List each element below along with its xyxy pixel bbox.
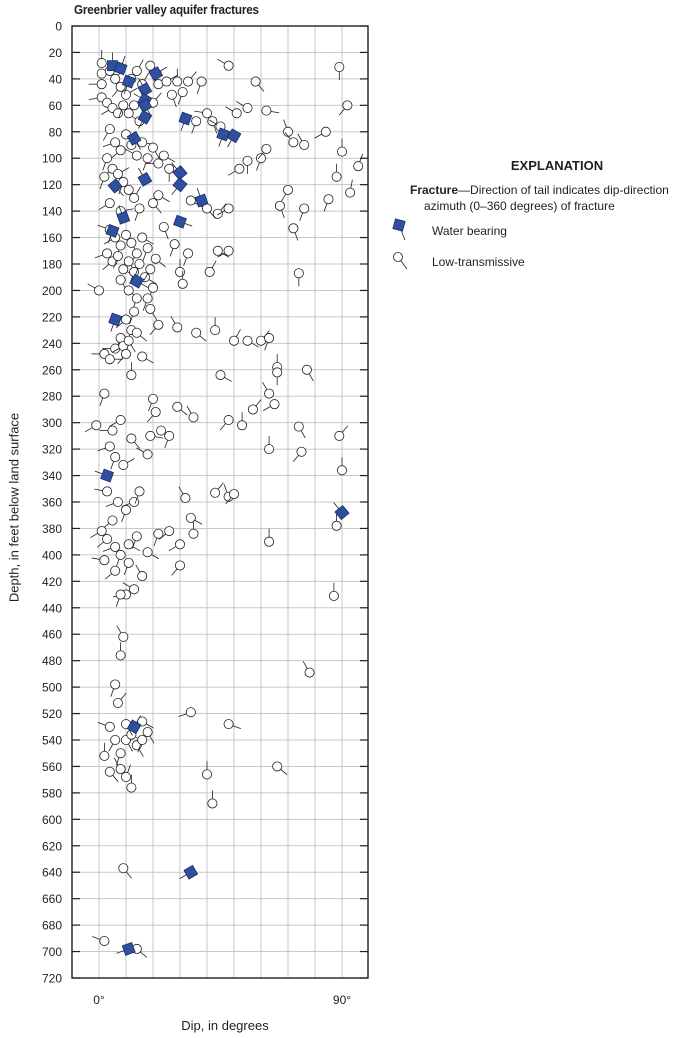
low-transmissive-point	[300, 204, 309, 221]
water-bearing-point	[109, 313, 122, 332]
low-transmissive-point	[116, 550, 125, 567]
water-bearing-point	[116, 943, 135, 956]
low-transmissive-point	[179, 708, 196, 717]
legend-item-water-bearing: Water bearing	[392, 218, 692, 245]
y-tick-label: 500	[41, 680, 62, 695]
low-transmissive-point	[146, 304, 157, 320]
low-transmissive-point	[298, 134, 309, 150]
y-tick-label: 380	[41, 521, 62, 536]
y-tick-label: 420	[41, 574, 62, 589]
low-transmissive-point	[225, 107, 241, 118]
low-transmissive-point	[184, 249, 193, 266]
low-transmissive-point	[294, 269, 303, 287]
low-transmissive-point	[100, 743, 109, 761]
x-tick-label: 0°	[93, 993, 105, 1007]
y-tick-label: 40	[48, 72, 62, 87]
y-tick-label: 260	[41, 363, 62, 378]
low-transmissive-point	[315, 127, 331, 138]
y-tick-label: 700	[41, 945, 62, 960]
low-transmissive-point	[354, 154, 363, 171]
low-transmissive-point	[169, 540, 185, 551]
low-transmissive-point	[119, 458, 135, 469]
low-transmissive-point	[136, 565, 147, 581]
low-transmissive-point	[114, 758, 125, 774]
low-transmissive-point	[197, 77, 206, 94]
low-transmissive-point	[339, 101, 352, 116]
y-tick-label: 300	[41, 416, 62, 431]
low-transmissive-point	[99, 199, 115, 210]
low-transmissive-point	[208, 117, 217, 134]
low-transmissive-point	[89, 80, 107, 89]
y-tick-label: 100	[41, 151, 62, 166]
y-tick-label: 660	[41, 892, 62, 907]
low-transmissive-point	[109, 415, 125, 426]
low-transmissive-point	[275, 201, 284, 218]
low-transmissive-point	[337, 457, 346, 475]
low-transmissive-point	[265, 436, 274, 454]
low-transmissive-point	[143, 548, 159, 559]
y-tick-label: 20	[48, 45, 62, 60]
low-transmissive-point	[100, 172, 109, 189]
y-tick-label: 220	[41, 310, 62, 325]
low-transmissive-point	[165, 431, 174, 448]
y-tick-label: 80	[48, 125, 62, 140]
low-transmissive-point	[111, 452, 120, 469]
low-transmissive-point	[132, 60, 143, 76]
low-transmissive-point	[302, 365, 313, 381]
low-transmissive-point	[346, 180, 355, 197]
water-bearing-point	[114, 56, 127, 75]
y-tick-label: 240	[41, 336, 62, 351]
low-transmissive-point	[105, 355, 123, 364]
low-transmissive-point	[189, 521, 198, 539]
x-axis-label: Dip, in degrees	[181, 1018, 269, 1033]
low-transmissive-point	[178, 88, 187, 105]
y-tick-label: 480	[41, 654, 62, 669]
low-transmissive-point	[135, 204, 144, 221]
low-transmissive-point	[332, 164, 341, 182]
low-transmissive-point	[138, 735, 147, 752]
y-tick-label: 140	[41, 204, 62, 219]
low-transmissive-point	[175, 259, 184, 277]
water-bearing-point	[138, 168, 152, 186]
low-transmissive-point	[159, 222, 168, 239]
low-transmissive-point	[273, 368, 282, 386]
water-bearing-point	[174, 215, 193, 228]
y-tick-label: 60	[48, 98, 62, 113]
low-transmissive-point	[119, 864, 132, 879]
y-tick-label: 120	[41, 178, 62, 193]
low-transmissive-point	[262, 106, 279, 115]
low-transmissive-point	[273, 762, 288, 775]
y-tick-label: 160	[41, 231, 62, 246]
legend-description: Fracture—Direction of tail indicates dip-direction azimuth (0–360 degrees) of fracture	[410, 183, 669, 213]
low-transmissive-point	[243, 156, 252, 174]
low-transmissive-point	[170, 240, 179, 257]
y-tick-label: 720	[41, 971, 62, 986]
y-tick-label: 620	[41, 839, 62, 854]
low-transmissive-point	[143, 154, 152, 171]
low-transmissive-point	[172, 561, 185, 576]
low-transmissive-point	[111, 680, 120, 697]
low-transmissive-circle-icon	[392, 249, 422, 279]
y-tick-label: 640	[41, 865, 62, 880]
y-axis-label: Depth, in feet below land surface	[6, 412, 22, 603]
low-transmissive-point	[217, 59, 233, 70]
low-transmissive-point	[192, 328, 207, 341]
low-transmissive-point	[248, 399, 261, 414]
low-transmissive-point	[165, 164, 174, 182]
low-transmissive-point	[100, 389, 109, 406]
low-transmissive-point	[211, 483, 224, 498]
low-transmissive-point	[265, 529, 274, 547]
water-bearing-point	[172, 178, 187, 195]
y-tick-label: 460	[41, 627, 62, 642]
low-transmissive-point	[127, 362, 136, 380]
y-tick-label: 580	[41, 786, 62, 801]
legend-item-low-transmissive: Low-transmissive	[392, 249, 692, 276]
y-tick-label: 600	[41, 812, 62, 827]
legend-heading: EXPLANATION	[510, 158, 604, 173]
low-transmissive-point	[111, 146, 126, 159]
y-tick-label: 520	[41, 707, 62, 722]
low-transmissive-point	[118, 349, 131, 364]
low-transmissive-point	[167, 90, 176, 107]
low-transmissive-point	[138, 352, 154, 363]
y-tick-label: 560	[41, 759, 62, 774]
low-transmissive-point	[92, 556, 109, 565]
low-transmissive-point	[116, 749, 125, 766]
y-tick-label: 400	[41, 548, 62, 563]
low-transmissive-point	[294, 422, 305, 438]
water-bearing-point	[179, 112, 192, 131]
low-transmissive-point	[132, 532, 141, 549]
low-transmissive-point	[187, 406, 198, 422]
low-transmissive-point	[138, 233, 154, 244]
legend	[392, 158, 692, 276]
low-transmissive-point	[127, 434, 140, 449]
y-tick-label: 680	[41, 918, 62, 933]
low-transmissive-point	[100, 426, 118, 435]
low-transmissive-point	[228, 164, 244, 175]
low-transmissive-point	[132, 328, 147, 341]
low-transmissive-point	[154, 529, 163, 546]
y-tick-label: 200	[41, 283, 62, 298]
low-transmissive-point	[116, 590, 125, 607]
low-transmissive-point	[238, 412, 247, 430]
axis-ticks	[42, 20, 368, 1008]
y-tick-label: 360	[41, 495, 62, 510]
low-transmissive-point	[303, 661, 314, 677]
low-transmissive-point	[103, 516, 118, 529]
low-transmissive-point	[192, 117, 201, 134]
low-transmissive-point	[179, 487, 190, 503]
low-transmissive-point	[95, 249, 112, 258]
low-transmissive-point	[98, 722, 115, 731]
y-tick-label: 280	[41, 389, 62, 404]
y-tick-label: 540	[41, 733, 62, 748]
y-tick-label: 320	[41, 442, 62, 457]
low-transmissive-point	[124, 558, 133, 575]
y-tick-label: 180	[41, 257, 62, 272]
low-transmissive-point	[282, 185, 293, 201]
low-transmissive-point	[140, 273, 156, 284]
low-transmissive-point	[186, 513, 202, 524]
low-transmissive-point	[113, 693, 126, 708]
low-transmissive-point	[135, 487, 144, 504]
low-transmissive-point	[92, 936, 109, 945]
low-transmissive-point	[216, 370, 232, 381]
water-bearing-square-icon	[392, 218, 422, 248]
low-transmissive-point	[150, 320, 163, 335]
low-transmissive-point	[324, 195, 333, 212]
low-transmissive-point	[224, 720, 241, 729]
low-transmissive-point	[98, 442, 115, 451]
low-transmissive-point	[202, 761, 211, 779]
x-tick-label: 90°	[332, 993, 352, 1007]
low-transmissive-point	[329, 583, 338, 601]
y-tick-label: 0	[55, 19, 62, 34]
low-transmissive-point	[335, 62, 344, 80]
low-transmissive-point	[265, 333, 274, 350]
legend-fracture-label: Fracture	[410, 183, 459, 197]
y-tick-label: 340	[41, 469, 62, 484]
low-transmissive-point	[94, 487, 111, 496]
water-bearing-point	[334, 503, 349, 520]
low-transmissive-point	[337, 139, 346, 157]
low-transmissive-point	[211, 317, 220, 335]
y-tick-label: 440	[41, 601, 62, 616]
chart-title: Greenbrier valley aquifer fractures	[74, 2, 259, 17]
low-transmissive-point	[116, 642, 125, 660]
low-transmissive-point	[335, 426, 348, 441]
data-points	[85, 50, 363, 957]
low-transmissive-point	[103, 138, 120, 147]
low-transmissive-point	[88, 284, 104, 295]
low-transmissive-point	[263, 400, 279, 411]
low-transmissive-point	[130, 307, 139, 324]
low-transmissive-point	[105, 566, 120, 579]
